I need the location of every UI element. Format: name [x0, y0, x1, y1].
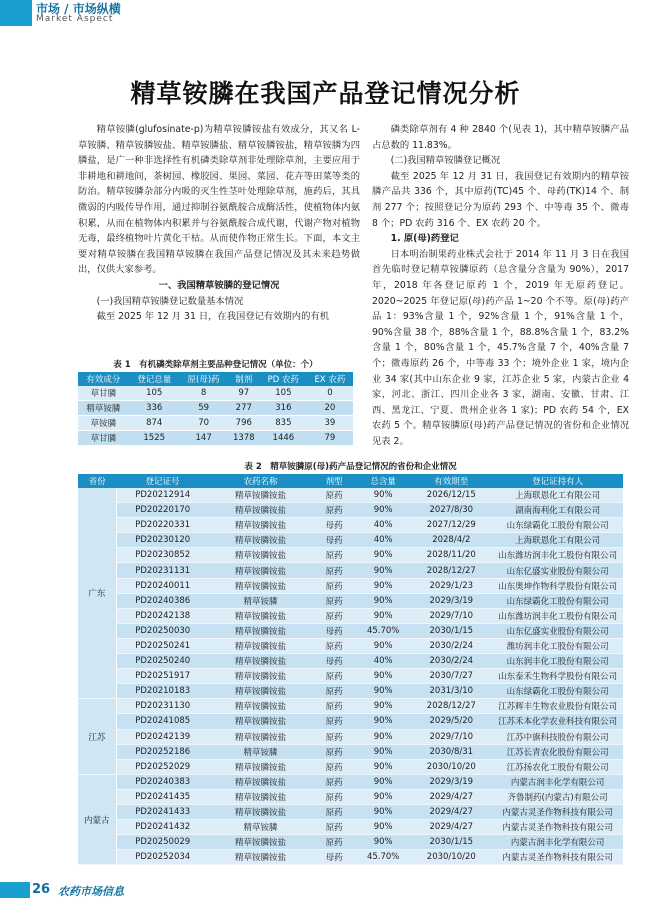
table1-cell: 草甘膦 [78, 386, 129, 401]
section-heading: (二)我国精草铵膦登记概况 [390, 155, 501, 167]
table2-cell: 原药 [312, 714, 356, 729]
table2-cell: 2029/3/19 [410, 774, 492, 789]
table1-cell: 316 [260, 401, 307, 416]
province-cell: 内蒙古 [78, 774, 116, 865]
table1-cell: 草铵膦 [78, 416, 129, 431]
table2-cell: 90% [356, 714, 411, 729]
table2-cell: PD20231130 [116, 699, 209, 714]
table2-cell: 原药 [312, 608, 356, 623]
table-row [78, 431, 353, 446]
table2-cell: 山东潍坊润丰化工股份有限公司 [492, 608, 623, 623]
table2-cell: PD20220170 [116, 503, 209, 518]
table2-cell: 原药 [312, 820, 356, 835]
table2-cell: 90% [356, 744, 411, 759]
paragraph: 磷类除草剂有 4 种 2840 个(见表 1)，其中精草铵膦产品占总数的 11.83%。 [372, 124, 629, 151]
table-row [78, 684, 623, 699]
table2-cell: 2029/7/10 [410, 608, 492, 623]
table-row [78, 729, 623, 744]
table2-cell: PD20252034 [116, 850, 209, 865]
table2-cell: 精草铵膦铵盐 [209, 654, 313, 669]
table1-cell: 105 [260, 386, 307, 401]
table1-caption: 表 1 有机磷类除草剂主要品种登记情况（单位：个） [113, 360, 318, 370]
table2-cell: 90% [356, 593, 411, 608]
table-row [78, 518, 623, 533]
table2-cell: PD20250029 [116, 835, 209, 850]
paragraph: 截至 2025 年 12 月 31 日，我国登记有效期内的精草铵膦产品共 336 个，其中原药(TC)45 个、母药(TK)14 个、制剂 277 个；按照登记分为原药 293 个、中等毒 35 个、微毒 8 个；PD 农药 316 个、EX 农药 20 个。 [372, 170, 629, 229]
table-row [78, 488, 623, 503]
table1-cell: 20 [307, 401, 353, 416]
table2-cell: 原药 [312, 563, 356, 578]
table1-cell: 精草铵膦 [78, 401, 129, 416]
table-row [78, 386, 353, 401]
table1-cell: 336 [129, 401, 180, 416]
table-2 [78, 474, 623, 865]
table-row [78, 548, 623, 563]
table2-cell: 母药 [312, 533, 356, 548]
table2-cell: 原药 [312, 488, 356, 503]
table2-cell: 潍坊润丰化工股份有限公司 [492, 638, 623, 653]
table2-cell: 原药 [312, 774, 356, 789]
table2-cell: 精草铵膦铵盐 [209, 638, 313, 653]
table2-cell: 精草铵膦铵盐 [209, 684, 313, 699]
table2-cell: 2030/8/31 [410, 744, 492, 759]
section-title: 市场 / 市场纵横 [36, 2, 121, 16]
table2-cell: 山东绿霸化工股份有限公司 [492, 593, 623, 608]
table2-cell: PD20212914 [116, 488, 209, 503]
table-row [78, 623, 623, 638]
table2-cell: 90% [356, 563, 411, 578]
table2-cell: 精草铵膦铵盐 [209, 699, 313, 714]
table2-cell: 精草铵膦铵盐 [209, 669, 313, 684]
page-footer [0, 880, 651, 900]
table2-cell: 母药 [312, 850, 356, 865]
table2-cell: PD20231131 [116, 563, 209, 578]
table2-cell: PD20241433 [116, 804, 209, 819]
table2-cell: 内蒙古润丰化学有限公司 [492, 774, 623, 789]
table2-cell: 2029/3/19 [410, 593, 492, 608]
table2-cell: 90% [356, 669, 411, 684]
table2-cell: 山东奥坤作物科学股份有限公司 [492, 578, 623, 593]
table1-cell: 8 [180, 386, 228, 401]
table2-cell: 齐鲁制药(内蒙古)有限公司 [492, 789, 623, 804]
table2-cell: PD20242138 [116, 608, 209, 623]
table-row [78, 593, 623, 608]
table2-cell: 母药 [312, 518, 356, 533]
table-row [78, 774, 623, 789]
paragraph: 精草铵膦(glufosinate-p)为精草铵膦铵盐有效成分，其又名 L-草铵膦、精草铵膦铵盐、精草铵膦盐、精草铵膦铵盐，精草铵膦为四膦盐，是广一种非选择性有机磷类除草剂非处理除草剂，主要应用于非耕地和耕地间，茶树园、橡胶园、果园、菜园、花卉等田菜等类的防治。精草铵膦杂部分内吸的灭生性茎叶处理除草剂，施药后，其具微弱的内吸传导作用，通过抑制谷氨酰胺合成酶活性，使植物体内氨积累，从而在植物体内积累并与谷氨酰胺合成代谢，代谢产物对植物无毒，最终植物叶片黄化干枯。从而使作物正常生长。下面，本文主要对精草铵膦在我国精草铵膦在我国产品登记情况及其未来趋势做出，仅供大家参考。 [78, 124, 360, 276]
table2-cell: 精草铵膦铵盐 [209, 729, 313, 744]
table2-cell: 原药 [312, 699, 356, 714]
table2-cell: 原药 [312, 669, 356, 684]
page-header [0, 0, 651, 26]
table2-cell: 上海联恩化工有限公司 [492, 533, 623, 548]
table-row [78, 699, 623, 714]
table1-cell: 草甘膦 [78, 431, 129, 446]
table-row [78, 503, 623, 518]
table2-cell: 精草铵膦铵盐 [209, 608, 313, 623]
table2-cell: 2027/12/29 [410, 518, 492, 533]
table-row [78, 850, 623, 865]
table2-cell: 上海联恩化工有限公司 [492, 488, 623, 503]
table2-cell: 母药 [312, 654, 356, 669]
table2-cell: 2030/7/27 [410, 669, 492, 684]
table1-header-cell: EX 农药 [307, 372, 353, 386]
table2-cell: 45.70% [356, 850, 411, 865]
table2-cell: 山东绿霸化工股份有限公司 [492, 518, 623, 533]
table2-cell: 精草铵膦铵盐 [209, 533, 313, 548]
table2-cell: PD20241085 [116, 714, 209, 729]
table2-cell: PD20250240 [116, 654, 209, 669]
table2-cell: PD20240383 [116, 774, 209, 789]
table2-header-cell: 剂型 [312, 474, 356, 488]
table-row [78, 789, 623, 804]
publication-name: 农药市场信息 [58, 885, 124, 898]
table2-cell: 2030/1/15 [410, 835, 492, 850]
table1-header-cell: 登记总量 [129, 372, 180, 386]
table2-cell: 2030/1/15 [410, 623, 492, 638]
table2-header-cell: 省份 [78, 474, 116, 488]
table2-cell: 原药 [312, 804, 356, 819]
header-accent-bar [0, 0, 32, 26]
table2-cell: 江苏中旗科技股份有限公司 [492, 729, 623, 744]
table2-cell: 40% [356, 533, 411, 548]
table2-cell: 2028/4/2 [410, 533, 492, 548]
table2-cell: PD20252186 [116, 744, 209, 759]
table2-cell: 精草铵膦铵盐 [209, 488, 313, 503]
table2-header-cell: 农药名称 [209, 474, 313, 488]
section-heading: 一、我国精草铵膦的登记情况 [158, 279, 280, 291]
article-title: 精草铵膦在我国产品登记情况分析 [130, 79, 521, 108]
table2-cell: 内蒙古灵圣作物科技有限公司 [492, 820, 623, 835]
table-row [78, 714, 623, 729]
table2-cell: PD20250241 [116, 638, 209, 653]
table2-cell: 原药 [312, 789, 356, 804]
table2-cell: 原药 [312, 503, 356, 518]
table2-cell: 山东亿盛实业股份有限公司 [492, 563, 623, 578]
table2-cell: 2027/8/30 [410, 503, 492, 518]
table1-cell: 0 [307, 386, 353, 401]
table1-header-cell: 制剂 [228, 372, 260, 386]
left-column [78, 122, 360, 325]
province-cell: 江苏 [78, 699, 116, 774]
table2-cell: 90% [356, 638, 411, 653]
table2-cell: 90% [356, 835, 411, 850]
table1-cell: 70 [180, 416, 228, 431]
table2-cell: 90% [356, 699, 411, 714]
table2-cell: 江苏禾本化学农业科技有限公司 [492, 714, 623, 729]
table1-cell: 39 [307, 416, 353, 431]
table-row [78, 759, 623, 774]
table1-cell: 835 [260, 416, 307, 431]
table2-cell: PD20220331 [116, 518, 209, 533]
table2-cell: 山东亿盛实业股份有限公司 [492, 623, 623, 638]
table2-cell: 2029/4/27 [410, 804, 492, 819]
table2-cell: 90% [356, 684, 411, 699]
table2-cell: PD20241432 [116, 820, 209, 835]
table2-cell: 原药 [312, 744, 356, 759]
table2-cell: 精草铵膦铵盐 [209, 759, 313, 774]
table2-cell: 原药 [312, 759, 356, 774]
table2-cell: 2028/11/20 [410, 548, 492, 563]
table2-cell: 90% [356, 608, 411, 623]
table2-cell: 精草铵膦 [209, 820, 313, 835]
table2-cell: 原药 [312, 578, 356, 593]
table2-cell: 精草铵膦 [209, 744, 313, 759]
table2-cell: 精草铵膦铵盐 [209, 835, 313, 850]
table2-cell: PD20230852 [116, 548, 209, 563]
table2-cell: 精草铵膦铵盐 [209, 548, 313, 563]
table2-cell: 精草铵膦铵盐 [209, 578, 313, 593]
table2-cell: 2030/10/20 [410, 759, 492, 774]
table2-header-cell: 登记证持有人 [492, 474, 623, 488]
table1-cell: 1525 [129, 431, 180, 446]
table2-cell: 内蒙古润丰化学有限公司 [492, 835, 623, 850]
table2-cell: 精草铵膦铵盐 [209, 503, 313, 518]
table-row [78, 669, 623, 684]
table2-cell: 精草铵膦铵盐 [209, 563, 313, 578]
table2-cell: 原药 [312, 593, 356, 608]
table2-header-cell: 有效期至 [410, 474, 492, 488]
table2-cell: 45.70% [356, 623, 411, 638]
table-row [78, 608, 623, 623]
table-row [78, 533, 623, 548]
table2-cell: 2028/12/27 [410, 563, 492, 578]
table2-cell: PD20240011 [116, 578, 209, 593]
table2-cell: 90% [356, 759, 411, 774]
table1-header-cell: 有效成分 [78, 372, 129, 386]
footer-accent-bar [0, 882, 30, 898]
table2-cell: 内蒙古灵圣作物科技有限公司 [492, 804, 623, 819]
table-row [78, 804, 623, 819]
table2-cell: 2030/2/24 [410, 638, 492, 653]
table1-header-cell: PD 农药 [260, 372, 307, 386]
table-1 [78, 372, 353, 446]
table1-cell: 147 [180, 431, 228, 446]
table2-cell: 山东润丰化工股份有限公司 [492, 654, 623, 669]
table2-cell: 精草铵膦铵盐 [209, 850, 313, 865]
table2-cell: 精草铵膦铵盐 [209, 789, 313, 804]
section-heading: (一)我国精草铵膦登记数量基本情况 [96, 295, 244, 307]
table2-cell: PD20242139 [116, 729, 209, 744]
table2-cell: PD20252029 [116, 759, 209, 774]
table2-cell: 湖南海利化工有限公司 [492, 503, 623, 518]
table-row [78, 835, 623, 850]
table1-cell: 796 [228, 416, 260, 431]
table2-cell: 90% [356, 488, 411, 503]
table-row [78, 416, 353, 431]
table-row [78, 401, 353, 416]
table2-cell: 90% [356, 578, 411, 593]
table2-cell: 原药 [312, 638, 356, 653]
table2-header-cell: 登记证号 [116, 474, 209, 488]
table-row [78, 654, 623, 669]
table2-cell: 原药 [312, 684, 356, 699]
table2-cell: 精草铵膦铵盐 [209, 774, 313, 789]
table2-cell: 90% [356, 820, 411, 835]
table2-cell: 2029/4/27 [410, 789, 492, 804]
table2-cell: 原药 [312, 835, 356, 850]
table1-cell: 1378 [228, 431, 260, 446]
table2-cell: 江苏长青农化股份有限公司 [492, 744, 623, 759]
table2-cell: 2028/12/27 [410, 699, 492, 714]
table2-header-cell: 总含量 [356, 474, 411, 488]
table1-cell: 79 [307, 431, 353, 446]
table2-cell: 2026/12/15 [410, 488, 492, 503]
table2-cell: 精草铵膦铵盐 [209, 714, 313, 729]
table-row [78, 820, 623, 835]
table1-cell: 1446 [260, 431, 307, 446]
table2-cell: PD20230120 [116, 533, 209, 548]
table2-cell: 山东泰禾生物科学股份有限公司 [492, 669, 623, 684]
table2-cell: 90% [356, 804, 411, 819]
table1-cell: 874 [129, 416, 180, 431]
table2-cell: 精草铵膦铵盐 [209, 623, 313, 638]
table2-cell: 40% [356, 518, 411, 533]
table2-cell: 山东绿霸化工股份有限公司 [492, 684, 623, 699]
page-number: 26 [32, 882, 51, 897]
table2-cell: 精草铵膦 [209, 593, 313, 608]
table2-cell: 精草铵膦铵盐 [209, 804, 313, 819]
table2-cell: 原药 [312, 548, 356, 563]
table2-cell: 90% [356, 789, 411, 804]
table2-cell: PD20251917 [116, 669, 209, 684]
province-cell: 广东 [78, 488, 116, 699]
table2-cell: 2030/2/24 [410, 654, 492, 669]
table-row [78, 578, 623, 593]
table2-cell: 江苏辉丰生物农业股份有限公司 [492, 699, 623, 714]
table2-cell: 母药 [312, 623, 356, 638]
paragraph: 截至 2025 年 12 月 31 日，在我国登记有效期内的有机 [96, 311, 329, 323]
table-row [78, 744, 623, 759]
right-column [372, 122, 629, 449]
table2-cell: 40% [356, 654, 411, 669]
table2-cell: 内蒙古灵圣作物科技有限公司 [492, 850, 623, 865]
table2-cell: 90% [356, 774, 411, 789]
section-subtitle: Market Aspect [36, 14, 114, 24]
table2-cell: 2029/5/20 [410, 714, 492, 729]
table2-cell: 2031/3/10 [410, 684, 492, 699]
table2-caption: 表 2 精草铵膦原(母)药产品登记情况的省份和企业情况 [244, 462, 457, 472]
table2-cell: PD20241435 [116, 789, 209, 804]
table-row [78, 638, 623, 653]
paragraph: 日本明治制果药业株式会社于 2014 年 11 月 3 日在我国首先临时登记精草铵膦原药（总含量分含量为 90%），2017 年，2018 年各登记原药 1 个，2019 年无原药登记。2020~2025 年登记原(母)药产品 1~20 个不等。原(母)药产品 1：93%含量 1 个，92%含量 1 个，91%含量 1 个，90%含量 38 个，88%含量 1 个，88.8%含量 1 个，83.2%含量 1 个，80%含量 1 个，45.7%含量 7 个，40%含量 7 个；微毒原药 26 个，中等毒 33 个；境外企业 1 家，境内企业 34 家(其中山东企业 9 家，江苏企业 5 家，内蒙古企业 4 家，河北、浙江、四川企业各 3 家，湖南、安徽、甘肃、江西、黑龙江、宁夏、贵州企业各 1 家)；PD 农药 54 个，EX 农药 5 个。精草铵膦原(母)药产品登记情况的省份和企业情况见表 2。 [372, 248, 629, 447]
table2-cell: 2029/7/10 [410, 729, 492, 744]
table2-cell: 原药 [312, 729, 356, 744]
table2-cell: 江苏扬农化工股份有限公司 [492, 759, 623, 774]
table1-cell: 105 [129, 386, 180, 401]
table1-cell: 277 [228, 401, 260, 416]
table1-cell: 97 [228, 386, 260, 401]
table1-header-cell: 原(母)药 [180, 372, 228, 386]
table2-cell: 2029/1/23 [410, 578, 492, 593]
table2-cell: 90% [356, 729, 411, 744]
table-row [78, 563, 623, 578]
table2-cell: PD20210183 [116, 684, 209, 699]
table2-cell: 精草铵膦铵盐 [209, 518, 313, 533]
table2-cell: PD20240386 [116, 593, 209, 608]
table2-cell: 90% [356, 548, 411, 563]
table2-cell: 2029/4/27 [410, 820, 492, 835]
table2-cell: PD20250030 [116, 623, 209, 638]
table2-cell: 2030/10/20 [410, 850, 492, 865]
section-heading: 1. 原(母)药登记 [390, 233, 459, 245]
table2-cell: 90% [356, 503, 411, 518]
table2-cell: 山东潍坊润丰化工股份有限公司 [492, 548, 623, 563]
table1-cell: 59 [180, 401, 228, 416]
